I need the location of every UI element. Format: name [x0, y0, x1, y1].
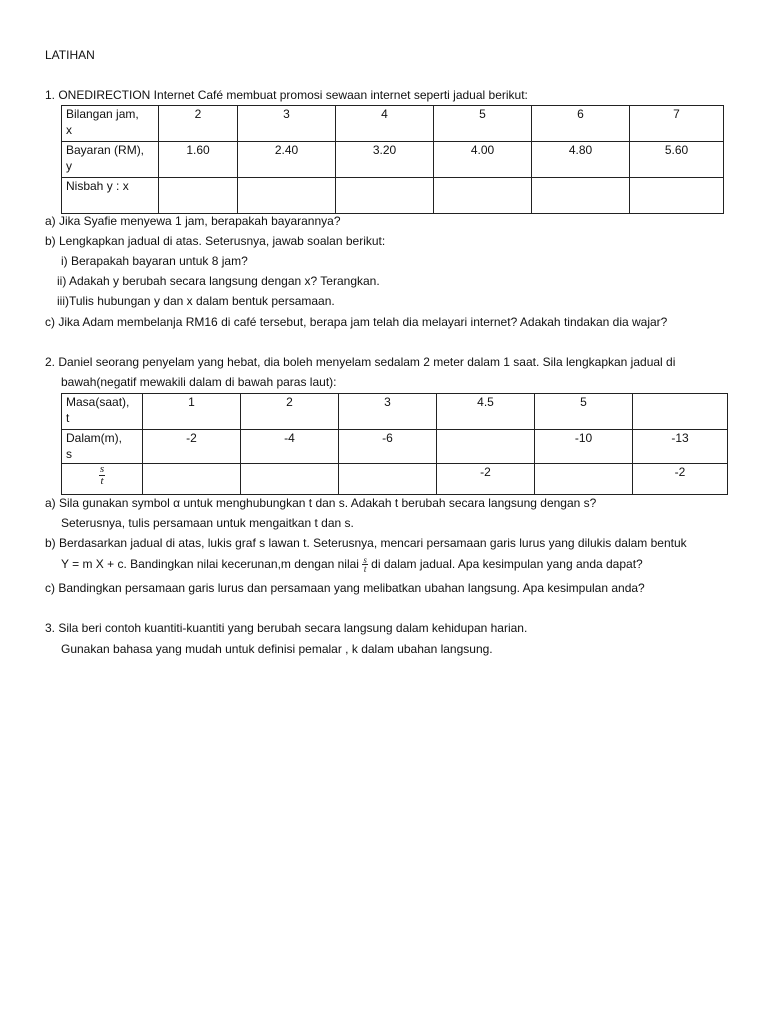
- q1-cell: 6: [532, 106, 630, 142]
- q2-row-label: [62, 464, 143, 495]
- q2-cell: [437, 430, 535, 464]
- q1-cell: 3.20: [336, 142, 434, 178]
- q2-cell: -13: [633, 430, 728, 464]
- q2-part-c: c) Bandingkan persamaan garis lurus dan persamaan yang melibatkan ubahan langsung. Apa kesimpulan anda?: [45, 581, 645, 595]
- q1-part-c: c) Jika Adam membelanja RM16 di café tersebut, berapa jam telah dia melayari internet? Adakah tindakan dia wajar?: [45, 315, 668, 329]
- page-title: LATIHAN: [45, 48, 95, 62]
- q2-row-masa: [62, 394, 728, 430]
- q2-cell: [143, 464, 241, 495]
- q2-table: [61, 393, 728, 495]
- fraction-s-over-t: $\frac{s}{t}$: [99, 463, 105, 487]
- q2-cell: -2: [633, 464, 728, 495]
- q2-cell: [339, 464, 437, 495]
- q1-cell: [434, 178, 532, 214]
- q1-cell: 4: [336, 106, 434, 142]
- q2-row-dalam: [62, 430, 728, 464]
- q2-row-ratio: [62, 464, 728, 495]
- q1-row-bayaran: [62, 142, 724, 178]
- q2-row-label: Dalam(m), s: [62, 430, 143, 464]
- q2-cell: 1: [143, 394, 241, 430]
- q2-cell: 3: [339, 394, 437, 430]
- q1-cell: [238, 178, 336, 214]
- q2-cell: [241, 464, 339, 495]
- q1-row-jam: [62, 106, 724, 142]
- q2-cell: 2: [241, 394, 339, 430]
- q2-part-b-line1: b) Berdasarkan jadual di atas, lukis graf s lawan t. Seterusnya, mencari persamaan garis lurus yang dilukis dalam bentuk: [45, 536, 687, 550]
- q1-intro: 1. ONEDIRECTION Internet Café membuat promosi sewaan internet seperti jadual berikut:: [45, 88, 528, 102]
- q1-cell: [630, 178, 724, 214]
- q1-cell: 7: [630, 106, 724, 142]
- q2-cell: -6: [339, 430, 437, 464]
- q1-cell: 2.40: [238, 142, 336, 178]
- q1-cell: [159, 178, 238, 214]
- q1-row-label: Bilangan jam, x: [62, 106, 159, 142]
- q1-cell: 5: [434, 106, 532, 142]
- q2-part-b-line2: Y = m X + c. Bandingkan nilai kecerunan,m dengan nilai $\frac{s}{t}$ di dalam jadual. Apa kesimpulan yang anda dapat?: [61, 555, 643, 575]
- q1-cell: 2: [159, 106, 238, 142]
- q2-cell: 5: [535, 394, 633, 430]
- q1-row-nisbah: [62, 178, 724, 214]
- q1-part-b-iii: iii)Tulis hubungan y dan x dalam bentuk persamaan.: [57, 294, 335, 308]
- q1-part-b: b) Lengkapkan jadual di atas. Seterusnya, jawab soalan berikut:: [45, 234, 386, 248]
- q3-line2: Gunakan bahasa yang mudah untuk definisi pemalar , k dalam ubahan langsung.: [61, 642, 493, 656]
- q1-row-label: Bayaran (RM), y: [62, 142, 159, 178]
- q1-part-b-i: i) Berapakah bayaran untuk 8 jam?: [61, 254, 248, 268]
- q2-row-label: Masa(saat), t: [62, 394, 143, 430]
- q2-cell: -2: [437, 464, 535, 495]
- fraction-s-over-t: $\frac{s}{t}$: [363, 555, 367, 575]
- q2-intro-line2: bawah(negatif mewakili dalam di bawah paras laut):: [61, 375, 337, 389]
- q1-part-b-ii: ii) Adakah y berubah secara langsung dengan x? Terangkan.: [57, 274, 380, 288]
- q1-cell: 4.80: [532, 142, 630, 178]
- q2-cell: -10: [535, 430, 633, 464]
- q2-part-a-line1: a) Sila gunakan symbol α untuk menghubungkan t dan s. Adakah t berubah secara langsung dengan s?: [45, 496, 597, 510]
- q1-table: [61, 105, 724, 214]
- q1-cell: 3: [238, 106, 336, 142]
- q1-cell: [532, 178, 630, 214]
- q2-cell: -4: [241, 430, 339, 464]
- q1-cell: [336, 178, 434, 214]
- q1-cell: 4.00: [434, 142, 532, 178]
- q3-line1: 3. Sila beri contoh kuantiti-kuantiti yang berubah secara langsung dalam kehidupan harian.: [45, 621, 528, 635]
- q2-intro-line1: 2. Daniel seorang penyelam yang hebat, dia boleh menyelam sedalam 2 meter dalam 1 saat. Sila lengkapkan jadual di: [45, 355, 676, 369]
- q1-part-a: a) Jika Syafie menyewa 1 jam, berapakah bayarannya?: [45, 214, 341, 228]
- q1-cell: 1.60: [159, 142, 238, 178]
- q2-cell: [535, 464, 633, 495]
- q1-cell: 5.60: [630, 142, 724, 178]
- q2-cell: -2: [143, 430, 241, 464]
- q2-part-a-line2: Seterusnya, tulis persamaan untuk mengaitkan t dan s.: [61, 516, 354, 530]
- q1-row-label: Nisbah y : x: [62, 178, 159, 214]
- q2-cell: [633, 394, 728, 430]
- q2-cell: 4.5: [437, 394, 535, 430]
